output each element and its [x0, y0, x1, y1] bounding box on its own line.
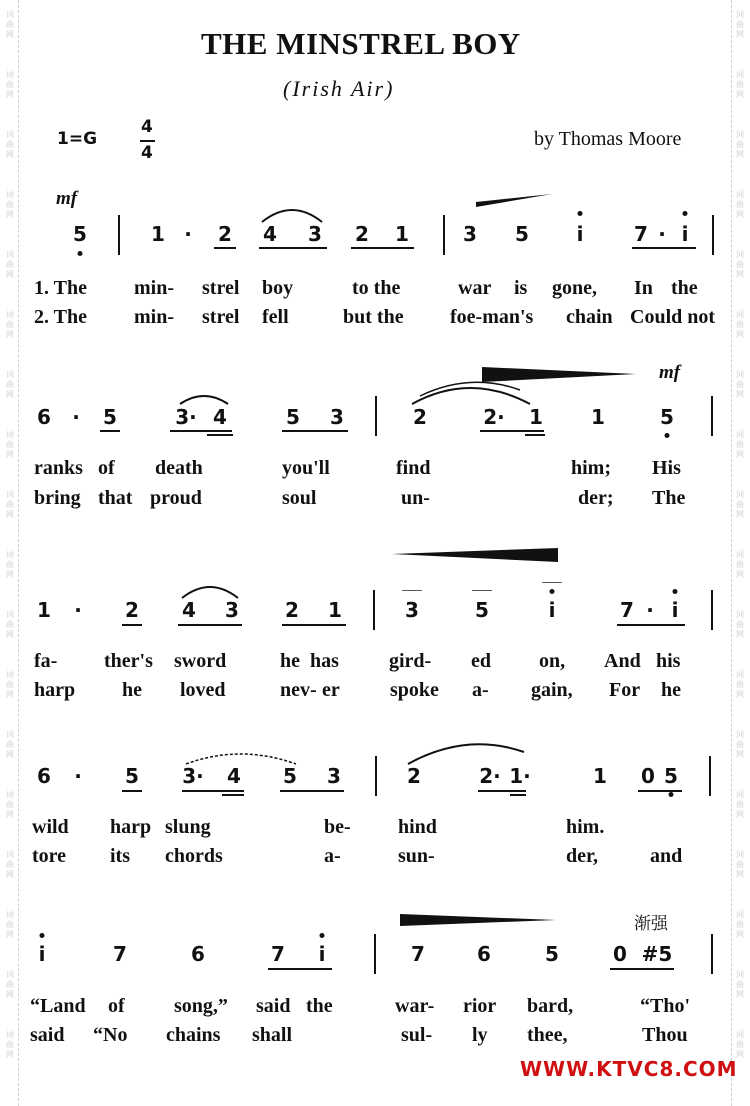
note: 5	[125, 764, 139, 788]
watermark-glyph: 词 曲 网	[736, 490, 744, 519]
lyric: min-	[134, 277, 174, 299]
note: 3	[308, 222, 322, 246]
lyric: gain,	[531, 679, 573, 701]
lyric: but the	[343, 306, 404, 328]
lyric: “No	[93, 1024, 128, 1046]
lyric: loved	[180, 679, 226, 701]
lyric: fa-	[34, 650, 58, 672]
lyric: wild	[32, 816, 69, 838]
note: 7	[271, 942, 285, 966]
note: i	[38, 942, 46, 966]
note: 7	[113, 942, 127, 966]
note: 5	[283, 764, 297, 788]
lyric: is	[514, 277, 528, 299]
dynamic-mf: mf	[659, 362, 681, 383]
lyric: tore	[32, 845, 67, 867]
lyric: he	[122, 679, 142, 701]
lyric: the	[671, 277, 698, 299]
watermark-glyph: 词 曲 网	[736, 250, 744, 279]
note: 5	[660, 405, 674, 429]
note: i	[548, 598, 556, 622]
lyric: he	[661, 679, 681, 701]
note: 3	[327, 764, 341, 788]
lyric: ranks	[34, 457, 83, 479]
note: i	[671, 598, 679, 622]
lyric: sword	[174, 650, 227, 672]
lyric: soul	[282, 487, 317, 509]
watermark-glyph: 词 曲 网	[736, 130, 744, 159]
watermark-glyph: 词 曲 网	[6, 130, 14, 159]
lyric: 1. The	[34, 277, 87, 299]
note: 5	[103, 405, 117, 429]
watermark-glyph: 词 曲 网	[6, 310, 14, 339]
crescendo-hairpin	[400, 914, 556, 926]
watermark-glyph: 词 曲 网	[6, 970, 14, 999]
lyric: of	[108, 995, 125, 1017]
lyric: he	[280, 650, 300, 672]
note: 2·	[483, 405, 505, 429]
watermark-glyph: 词 曲 网	[736, 730, 744, 759]
lyric: “Tho'	[640, 995, 691, 1017]
watermark-glyph: 词 曲 网	[6, 910, 14, 939]
lyric: der,	[566, 845, 599, 867]
watermark-glyph: 词 曲 网	[6, 670, 14, 699]
crescendo-hairpin	[392, 548, 558, 562]
slur	[262, 210, 322, 222]
note: 6	[37, 405, 51, 429]
lyric: His	[652, 457, 681, 479]
watermark-glyph: 词 曲 网	[6, 1030, 14, 1059]
note: #5	[641, 942, 673, 966]
lyric: gird-	[389, 650, 432, 672]
lyric: his	[656, 650, 681, 672]
lyric: sun-	[398, 845, 435, 867]
note: 5	[515, 222, 529, 246]
note: 4	[263, 222, 277, 246]
note: 0	[641, 764, 655, 788]
note: 3	[225, 598, 239, 622]
lyric: rior	[463, 995, 497, 1017]
lyric: foe-man's	[450, 306, 534, 328]
note: 5	[286, 405, 300, 429]
lyric: The	[652, 487, 686, 509]
lyric: bring	[34, 487, 81, 509]
lyric: you'll	[282, 457, 330, 479]
lyric: And	[604, 650, 641, 672]
note: 2·	[479, 764, 501, 788]
watermark-glyph: 词 曲 网	[6, 70, 14, 99]
watermark-glyph: 词 曲 网	[736, 1030, 744, 1059]
note: 3·	[175, 405, 197, 429]
lyric: him.	[566, 816, 605, 838]
watermark-glyph: 词 曲 网	[6, 850, 14, 879]
dynamic-mf: mf	[56, 188, 78, 209]
slur	[182, 587, 238, 598]
lyric: chain	[566, 306, 613, 328]
lyric: slung	[165, 816, 211, 838]
crescendo-hairpin	[476, 194, 552, 207]
lyric: that	[98, 487, 133, 509]
note: 5	[475, 598, 489, 622]
lyric: harp	[110, 816, 152, 838]
lyric: der;	[578, 487, 614, 509]
note: i	[681, 222, 689, 246]
watermark-glyph: 词 曲 网	[6, 190, 14, 219]
lyric: un-	[401, 487, 430, 509]
watermark-glyph: 词 曲 网	[736, 550, 744, 579]
note: i	[576, 222, 584, 246]
note: 1	[529, 405, 543, 429]
note: 6	[477, 942, 491, 966]
watermark-glyph: 词 曲 网	[736, 370, 744, 399]
lyric: Thou	[642, 1024, 688, 1046]
watermark-glyph: 词 曲 网	[736, 10, 744, 39]
author-credit: by Thomas Moore	[534, 128, 682, 150]
lyric: of	[98, 457, 115, 479]
lyric: chains	[166, 1024, 221, 1046]
note: 7	[634, 222, 648, 246]
note: 2	[285, 598, 299, 622]
lyric: er	[322, 679, 340, 701]
lyric: sul-	[401, 1024, 433, 1046]
lyric: spoke	[390, 679, 439, 701]
lyric: boy	[262, 277, 294, 299]
note: 0	[613, 942, 627, 966]
note: 6	[191, 942, 205, 966]
note: 3	[405, 598, 419, 622]
time-signature-bottom: 4	[141, 143, 153, 163]
lyric: find	[396, 457, 431, 479]
lyric: said	[256, 995, 291, 1017]
note: 1	[593, 764, 607, 788]
watermark-glyph: 词 曲 网	[736, 910, 744, 939]
note: 2	[125, 598, 139, 622]
lyric: song,”	[174, 995, 228, 1017]
tie	[408, 744, 524, 764]
note: 4	[227, 764, 241, 788]
note-dot: ·	[72, 405, 80, 429]
lyric: 2. The	[34, 306, 87, 328]
watermark-glyph: 词 曲 网	[6, 730, 14, 759]
lyric: thee,	[527, 1024, 568, 1046]
tie	[412, 388, 530, 404]
lyric: ther's	[104, 650, 153, 672]
lyric: war-	[395, 995, 435, 1017]
note: 1	[328, 598, 342, 622]
note: i	[318, 942, 326, 966]
note: 5	[545, 942, 559, 966]
lyric: bard,	[527, 995, 574, 1017]
lyric: strel	[202, 277, 240, 299]
lyric: him;	[571, 457, 611, 479]
lyric: a-	[324, 845, 341, 867]
lyric: proud	[150, 487, 202, 509]
watermark-glyph: 词 曲 网	[736, 850, 744, 879]
lyric: death	[155, 457, 203, 479]
watermark-glyph: 词 曲 网	[736, 430, 744, 459]
note: 1·	[509, 764, 531, 788]
watermark-glyph: 词 曲 网	[736, 790, 744, 819]
note: 2	[355, 222, 369, 246]
key-signature: 1=G	[57, 129, 98, 149]
note-dot: ·	[184, 222, 192, 246]
song-subtitle: (Irish Air)	[283, 76, 395, 101]
lyric: nev-	[280, 679, 317, 701]
lyric: hind	[398, 816, 437, 838]
lyric: ed	[471, 650, 491, 672]
lyric: on,	[539, 650, 566, 672]
slur	[180, 396, 228, 404]
watermark-glyph: 词 曲 网	[6, 250, 14, 279]
note: 7	[411, 942, 425, 966]
note: 5	[664, 764, 678, 788]
watermark-glyph: 词 曲 网	[6, 370, 14, 399]
lyric: chords	[165, 845, 223, 867]
watermark-glyph: 词 曲 网	[6, 10, 14, 39]
watermark-glyph: 词 曲 网	[6, 490, 14, 519]
lyric: has	[310, 650, 339, 672]
watermark-glyph: 词 曲 网	[736, 670, 744, 699]
watermark-glyph: 词 曲 网	[6, 430, 14, 459]
note: 1	[37, 598, 51, 622]
note: 1	[395, 222, 409, 246]
note: 2	[413, 405, 427, 429]
note: 2	[218, 222, 232, 246]
watermark-glyph: 词 曲 网	[736, 970, 744, 999]
lyric: strel	[202, 306, 240, 328]
lyric: harp	[34, 679, 76, 701]
note: 6	[37, 764, 51, 788]
lyric: its	[110, 845, 130, 867]
note: 1	[591, 405, 605, 429]
lyric: shall	[252, 1024, 293, 1046]
note: 4	[182, 598, 196, 622]
note-dot: ·	[658, 222, 666, 246]
song-title: THE MINSTREL BOY	[201, 26, 521, 61]
lyric: gone,	[552, 277, 597, 299]
lyric: the	[306, 995, 333, 1017]
note-dot: ·	[646, 598, 654, 622]
watermark-glyph: 词 曲 网	[6, 550, 14, 579]
watermark-glyph: 词 曲 网	[6, 610, 14, 639]
lyric: “Land	[30, 995, 86, 1017]
slur	[186, 754, 296, 764]
lyric: and	[650, 845, 683, 867]
lyric: said	[30, 1024, 65, 1046]
lyric: Could not	[630, 306, 716, 328]
note: 1	[151, 222, 165, 246]
watermark-glyph: 词 曲 网	[736, 70, 744, 99]
note-dot: ·	[74, 598, 82, 622]
lyric: fell	[262, 306, 289, 328]
watermark-glyph: 词 曲 网	[736, 310, 744, 339]
lyric: to the	[352, 277, 401, 299]
note-dot: ·	[74, 764, 82, 788]
note: 3	[463, 222, 477, 246]
site-logo: WWW.KTVC8.COM	[520, 1057, 738, 1081]
note: 3	[330, 405, 344, 429]
lyric: In	[634, 277, 653, 299]
watermark-glyph: 词 曲 网	[736, 190, 744, 219]
lyric: be-	[324, 816, 351, 838]
crescendo-hairpin	[482, 367, 636, 382]
lyric: war	[458, 277, 492, 299]
note: 3·	[182, 764, 204, 788]
lyric: ly	[472, 1024, 488, 1046]
lyric: min-	[134, 306, 174, 328]
lyric: For	[609, 679, 641, 701]
watermark-glyph: 词 曲 网	[736, 610, 744, 639]
time-signature-top: 4	[141, 117, 153, 137]
note: 5	[73, 222, 87, 246]
note: 7	[620, 598, 634, 622]
note: 2	[407, 764, 421, 788]
watermark-glyph: 词 曲 网	[6, 790, 14, 819]
lyric: a-	[472, 679, 489, 701]
note: 4	[213, 405, 227, 429]
dynamic-crescendo: 渐强	[634, 914, 668, 934]
